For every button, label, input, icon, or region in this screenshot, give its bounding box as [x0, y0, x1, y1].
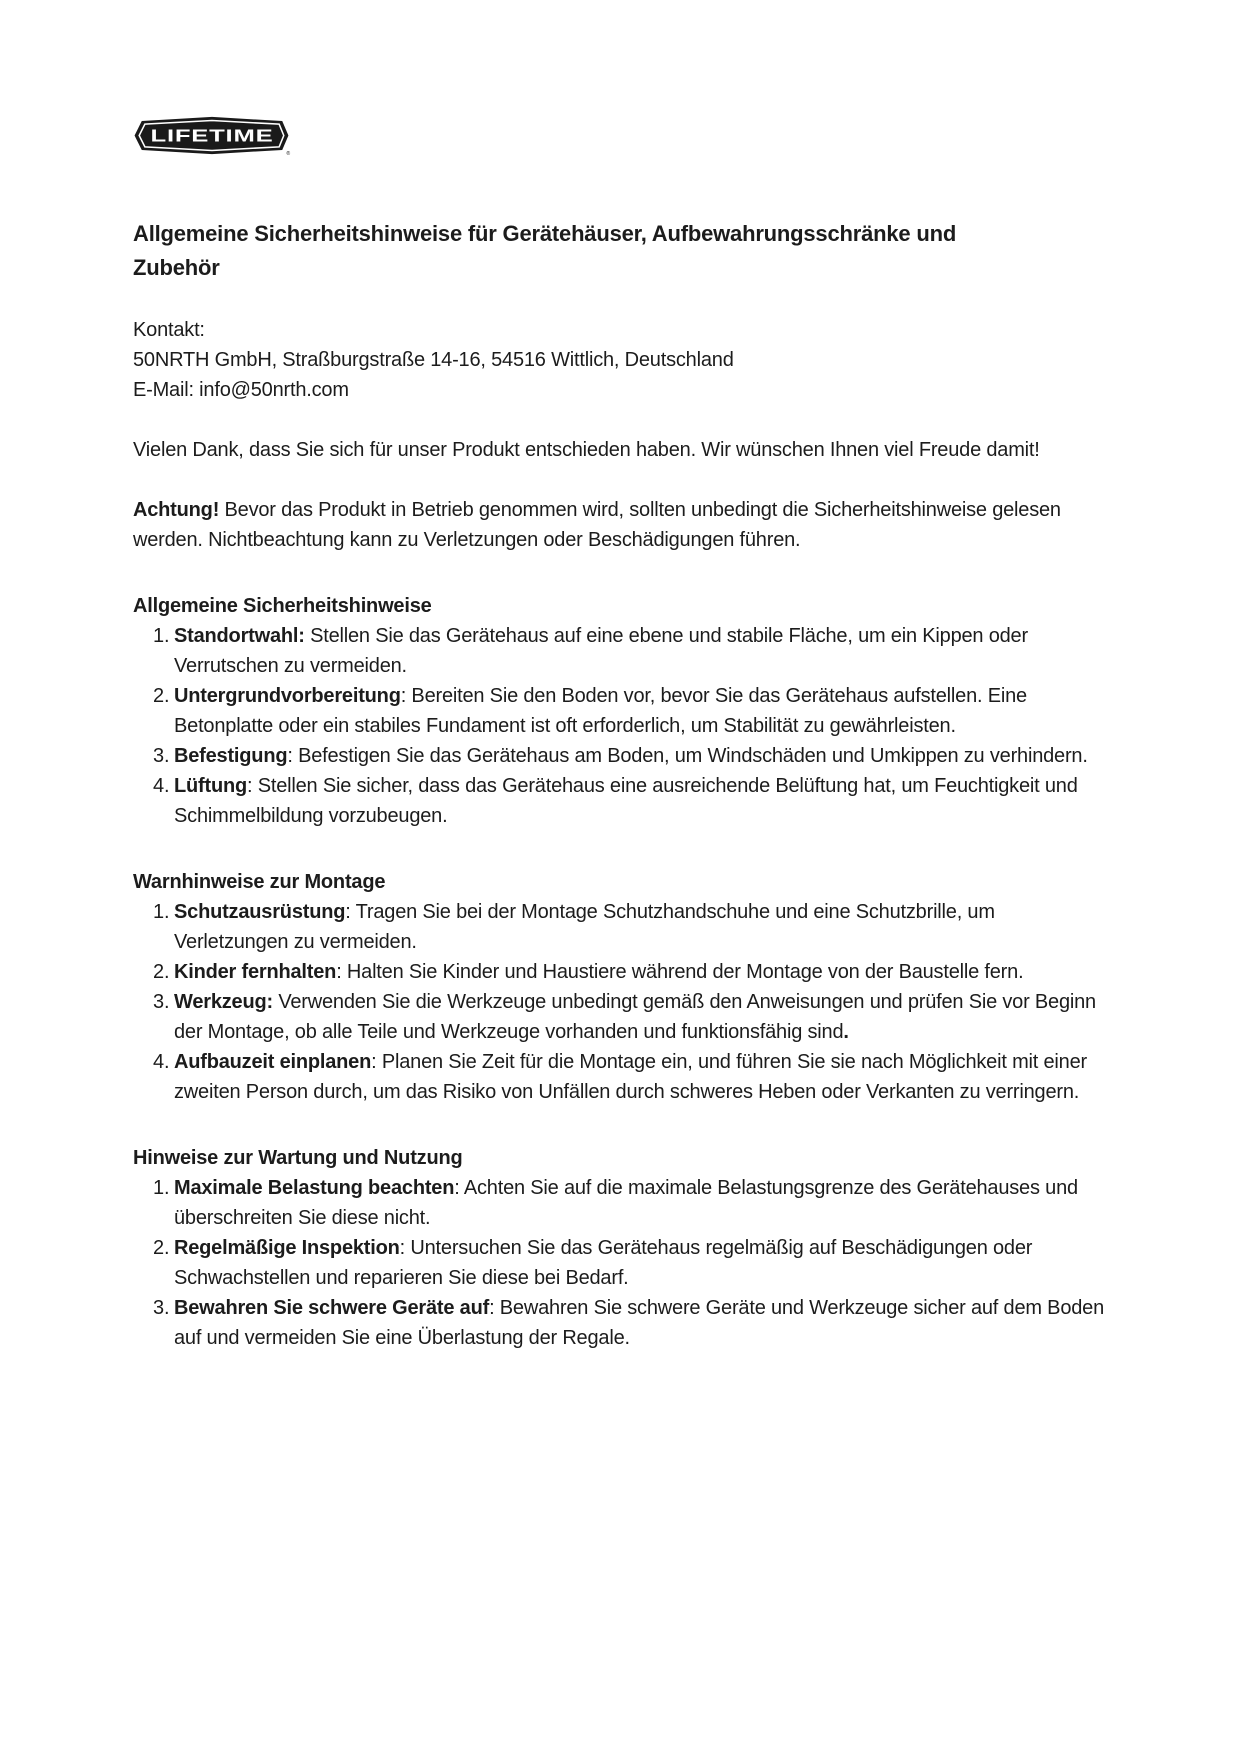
list-item	[133, 957, 1108, 987]
section-heading: Allgemeine Sicherheitshinweise	[133, 595, 432, 617]
contact-email: E-Mail: info@50nrth.com	[133, 379, 349, 401]
list-item	[133, 771, 1108, 831]
list-item	[133, 1047, 1108, 1107]
warning-paragraph	[133, 495, 1108, 555]
thanks-paragraph: Vielen Dank, dass Sie sich für unser Produkt entschieden haben. Wir wünschen Ihnen viel Freude damit!	[133, 439, 1040, 461]
list-item	[133, 897, 1108, 957]
list-item	[133, 987, 1108, 1047]
item-term: Untergrundvorbereitung	[174, 685, 401, 707]
list-item	[133, 741, 1108, 771]
contact-label: Kontakt:	[133, 319, 205, 341]
item-text: : Tragen Sie bei der Montage Schutzhandschuhe und eine Schutzbrille, um Verletzungen zu vermeiden.	[174, 901, 995, 953]
item-text: : Achten Sie auf die maximale Belastungsgrenze des Gerätehauses und überschreiten Sie diese nicht.	[174, 1177, 1078, 1229]
section-heading: Hinweise zur Wartung und Nutzung	[133, 1147, 463, 1169]
section-hinweise-zur-wartung-und-nutzung	[133, 1143, 1108, 1353]
item-suffix: .	[843, 1021, 849, 1043]
page-title: Allgemeine Sicherheitshinweise für Gerätehäuser, Aufbewahrungsschränke und Zubehör	[133, 221, 957, 280]
item-term: Schutzausrüstung	[174, 901, 346, 923]
list-item	[133, 1293, 1108, 1353]
logo-area	[133, 115, 1108, 163]
item-text: : Untersuchen Sie das Gerätehaus regelmäßig auf Beschädigungen oder Schwachstellen und reparieren Sie diese bei Bedarf.	[174, 1237, 1033, 1289]
section-heading: Warnhinweise zur Montage	[133, 871, 386, 893]
item-term: Regelmäßige Inspektion	[174, 1237, 400, 1259]
item-term: Bewahren Sie schwere Geräte auf	[174, 1297, 490, 1319]
section-allgemeine-sicherheitshinweise	[133, 591, 1108, 831]
list-item	[133, 1233, 1108, 1293]
item-text: : Befestigen Sie das Gerätehaus am Boden, um Windschäden und Umkippen zu verhindern.	[287, 745, 1088, 767]
item-term: Befestigung	[174, 745, 288, 767]
item-text: : Planen Sie Zeit für die Montage ein, und führen Sie sie nach Möglichkeit mit einer zweiten Person durch, um das Risiko von Unfällen durch schweres Heben oder Verkanten zu verringern.	[174, 1051, 1087, 1103]
item-text: : Bereiten Sie den Boden vor, bevor Sie das Gerätehaus aufstellen. Eine Betonplatte oder ein stabiles Fundament ist oft erforderlich, um Stabilität zu gewährleisten.	[174, 685, 1027, 737]
section-warnhinweise-zur-montage	[133, 867, 1108, 1107]
section-list	[133, 621, 1108, 831]
lifetime-logo-icon	[133, 115, 291, 156]
list-item	[133, 1173, 1108, 1233]
registered-trademark-mark: ®	[286, 151, 291, 156]
logo-wordmark: LIFETIME	[150, 125, 274, 146]
item-term: Kinder fernhalten	[174, 961, 337, 983]
item-text: Verwenden Sie die Werkzeuge unbedingt gemäß den Anweisungen und prüfen Sie vor Beginn der Montage, ob alle Teile und Werkzeuge vorhanden und funktionsfähig sind	[174, 991, 1096, 1043]
item-text: : Bewahren Sie schwere Geräte und Werkzeuge sicher auf dem Boden auf und vermeiden Sie eine Überlastung der Regale.	[174, 1297, 1105, 1349]
section-list	[133, 897, 1108, 1107]
contact-block	[133, 315, 1108, 405]
item-term: Aufbauzeit einplanen	[174, 1051, 372, 1073]
section-list	[133, 1173, 1108, 1353]
warning-label: Achtung!	[133, 499, 220, 521]
item-text: Stellen Sie das Gerätehaus auf eine ebene und stabile Fläche, um ein Kippen oder Verrutschen zu vermeiden.	[174, 625, 1028, 677]
item-term: Lüftung	[174, 775, 248, 797]
item-term: Maximale Belastung beachten	[174, 1177, 455, 1199]
item-text: : Halten Sie Kinder und Haustiere während der Montage von der Baustelle fern.	[336, 961, 1024, 983]
list-item	[133, 621, 1108, 681]
warning-text: Bevor das Produkt in Betrieb genommen wird, sollten unbedingt die Sicherheitshinweise gelesen werden. Nichtbeachtung kann zu Verletzungen oder Beschädigungen führen.	[133, 499, 1061, 551]
item-term: Standortwahl:	[174, 625, 305, 647]
contact-address: 50NRTH GmbH, Straßburgstraße 14-16, 54516 Wittlich, Deutschland	[133, 349, 734, 371]
item-term: Werkzeug:	[174, 991, 273, 1013]
list-item	[133, 681, 1108, 741]
item-text: : Stellen Sie sicher, dass das Gerätehaus eine ausreichende Belüftung hat, um Feuchtigkeit und Schimmelbildung vorzubeugen.	[174, 775, 1078, 827]
